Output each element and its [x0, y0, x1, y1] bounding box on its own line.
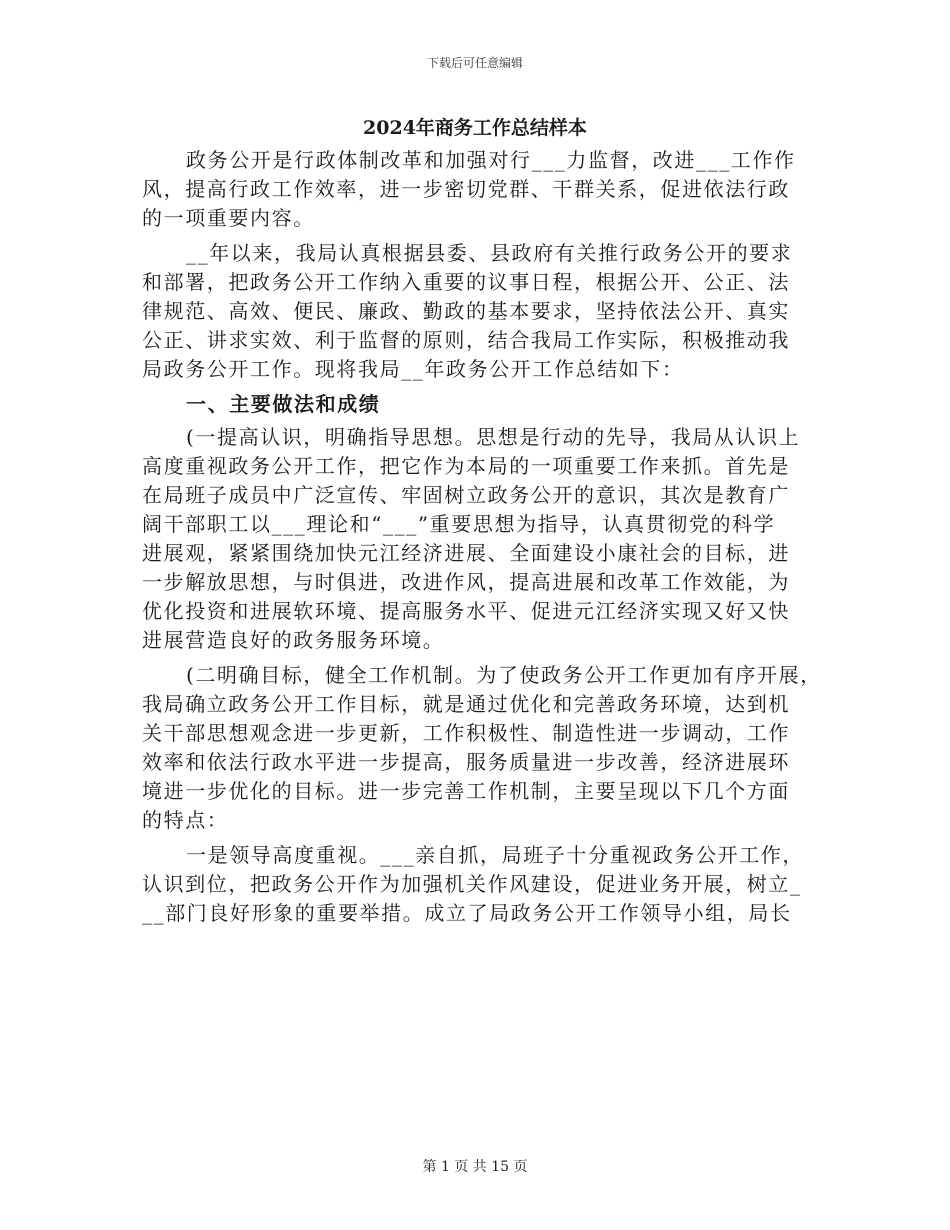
document-title: 2024年商务工作总结样本: [363, 117, 587, 139]
text-line: 效率和依法行政水平进一步提高，服务质量进一步改善，经济进展环: [142, 750, 790, 774]
text-line: 阔干部职工以___理论和“___”重要思想为指导，认真贯彻党的科学: [142, 512, 776, 536]
text-line: 进展观，紧紧围绕加快元江经济进展、全面建设小康社会的目标，进: [142, 541, 790, 565]
paragraph-intro: [142, 146, 822, 233]
text-line: 和部署，把政务公开工作纳入重要的议事日程，根据公开、公正、法: [142, 270, 790, 294]
text-line: 局政务公开工作。现将我局__年政务公开工作总结如下：: [142, 357, 684, 381]
page-header: 下载后可任意编辑: [426, 56, 523, 70]
text-line: 一是领导高度重视。___亲自抓，局班子十分重视政务公开工作，: [186, 843, 804, 867]
text-line: 境进一步优化的目标。进一步完善工作机制，主要呈现以下几个方面: [142, 779, 790, 803]
page-number: 第 1 页 共 15 页: [422, 1159, 528, 1175]
paragraph-overview: [142, 239, 822, 384]
text-line: (一提高认识，明确指导思想。思想是行动的先导，我局从认识上: [186, 425, 801, 449]
text-line: __部门良好形象的重要举措。成立了局政务公开工作领导小组，局长: [142, 901, 792, 925]
text-line: 的一项重要内容。: [142, 206, 315, 230]
paragraph-point-two: [142, 661, 822, 835]
text-line: 公正、讲求实效、利于监督的原则，结合我局工作实际，积极推动我: [142, 328, 790, 352]
text-line: 一步解放思想，与时俱进，改进作风，提高进展和改革工作效能，为: [142, 570, 790, 594]
text-line: (二明确目标，健全工作机制。为了使政务公开工作更加有序开展，: [186, 663, 822, 687]
text-line: __年以来，我局认真根据县委、县政府有关推行政务公开的要求: [186, 241, 793, 265]
text-line: 政务公开是行政体制改革和加强对行___力监督，改进___工作作: [186, 148, 796, 172]
text-line: 在局班子成员中广泛宣传、牢固树立政务公开的意识，其次是教育广: [142, 483, 790, 507]
paragraph-leadership: [142, 841, 822, 928]
paragraph-point-one: [142, 423, 822, 655]
section-heading: 一、主要做法和成绩: [186, 392, 381, 416]
text-line: 优化投资和进展软环境、提高服务水平、促进元江经济实现又好又快: [142, 599, 790, 623]
text-line: 的特点：: [142, 808, 229, 832]
text-line: 高度重视政务公开工作，把它作为本局的一项重要工作来抓。首先是: [142, 454, 790, 478]
text-line: 风，提高行政工作效率，进一步密切党群、干群关系，促进依法行政: [142, 177, 790, 201]
text-line: 律规范、高效、便民、廉政、勤政的基本要求，坚持依法公开、真实: [142, 299, 790, 323]
text-line: 进展营造良好的政务服务环境。: [142, 628, 445, 652]
document-body: [142, 146, 822, 928]
text-line: 关干部思想观念进一步更新，工作积极性、制造性进一步调动，工作: [142, 721, 790, 745]
text-line: 认识到位，把政务公开作为加强机关作风建设，促进业务开展，树立_: [142, 872, 802, 896]
text-line: 我局确立政务公开工作目标，就是通过优化和完善政务环境，达到机: [142, 692, 790, 716]
